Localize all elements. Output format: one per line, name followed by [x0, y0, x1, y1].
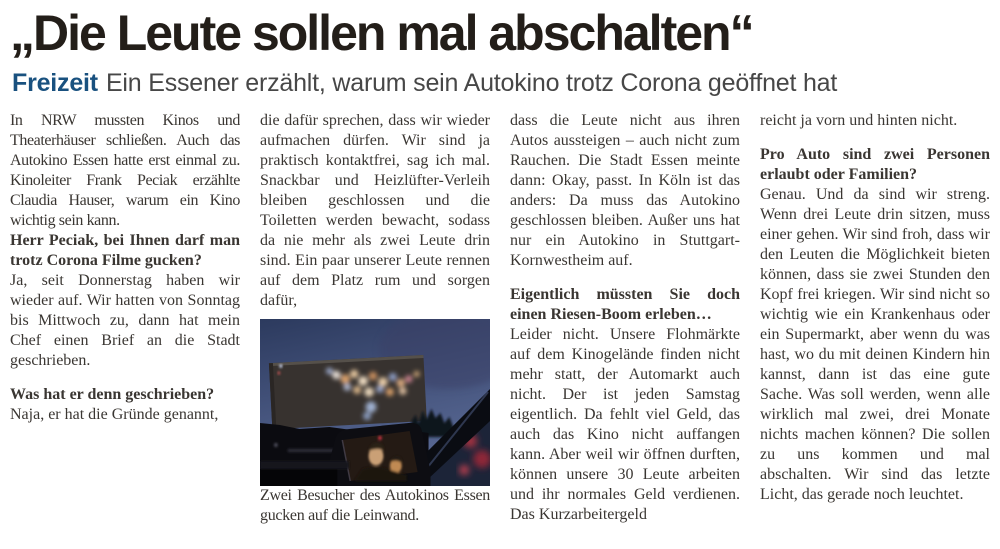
drive-in-cinema-photo	[260, 319, 490, 486]
article-subhead: Ein Essener erzählt, warum sein Autokino trotz Corona geöffnet hat	[105, 69, 838, 97]
section-kicker: Freizeit	[12, 69, 98, 97]
article-intro: In NRW mussten Kinos und Theaterhäuser schließen. Auch das Autokino Essen hatte erst einmal zu. Kinoleiter Frank Peciak erzählte Claudia Hauser, warum ein Kino wichtig sein kann.	[10, 112, 240, 229]
interview-answer: Genau. Und da sind wir streng. Wenn drei Leute drin sitzen, muss einer gehen. Wir sind froh, dass wir den Leuten die Möglichkeit bieten können, dass sie zwei Stunden den Kopf frei kriegen. Wir sind nicht so wichtig wie ein Krankenhaus oder ein Supermarkt, aber wenn du was hast, wo du mit deinen Kindern hin kannst, dann ist das eine gute Sache. Was soll werden, wenn alle wirklich mal zwei, drei Monate nichts machen können? Die sollen zu uns kommen und mal abschalten. Wir sind das letzte Licht, das gerade noch leuchtet.	[760, 186, 990, 503]
interview-answer: reicht ja vorn und hinten nicht.	[760, 112, 958, 129]
article-subhead-row	[12, 68, 990, 98]
photo-caption: Zwei Besucher des Autokinos Essen gucken auf die Leinwand.	[260, 487, 490, 524]
interview-question: Pro Auto sind zwei Personen erlaubt oder Familien?	[760, 146, 990, 183]
column-2	[260, 111, 490, 548]
column-4	[760, 111, 990, 548]
article-columns	[10, 111, 990, 548]
interview-question: Was hat er denn geschrieben?	[10, 386, 215, 403]
column-3	[510, 111, 740, 548]
interview-answer: die dafür sprechen, dass wir wieder aufmachen dürfen. Wir sind ja praktisch kontaktfrei, sag ich mal. Snackbar und Heizlüfter-Verleih bleiben geschlossen und die Toiletten werden bewacht, sodass da nie mehr als zwei Leute drin sind. Ein paar unserer Leute rennen auf dem Platz rum und sorgen dafür,	[260, 112, 490, 309]
interview-question: Herr Peciak, bei Ihnen darf man trotz Corona Filme gucken?	[10, 232, 240, 269]
article-headline: „Die Leute sollen mal abschalten“	[10, 5, 753, 61]
interview-answer: Naja, er hat die Gründe genannt,	[10, 406, 219, 423]
interview-answer: dass die Leute nicht aus ihren Autos aussteigen – auch nicht zum Rauchen. Die Stadt Essen meinte dann: Okay, passt. In Köln ist das anders: Da muss das Autokino geschlossen bleiben. Außer uns hat nur ein Autokino in Stuttgart-Kornwestheim auf.	[510, 112, 740, 269]
photo-block	[260, 319, 490, 526]
column-1	[10, 111, 240, 548]
interview-answer: Leider nicht. Unsere Flohmärkte auf dem Kinogelände finden nicht mehr statt, der Automarkt auch nicht. Der ist jeden Samstag eigentlich. Da fehlt viel Geld, das auch das Kino nicht auffangen kann. Aber weil wir öffnen durften, können unsere 30 Leute arbeiten und ihr normales Geld verdienen. Das Kurzarbeitergeld	[510, 326, 740, 523]
interview-answer: Ja, seit Donnerstag haben wir wieder auf. Wir hatten von Sonntag bis Mittwoch zu, dann hat mein Chef einen Brief an die Stadt geschrieben.	[10, 272, 240, 369]
interview-question: Eigentlich müssten Sie doch einen Riesen-Boom erleben…	[510, 286, 740, 323]
